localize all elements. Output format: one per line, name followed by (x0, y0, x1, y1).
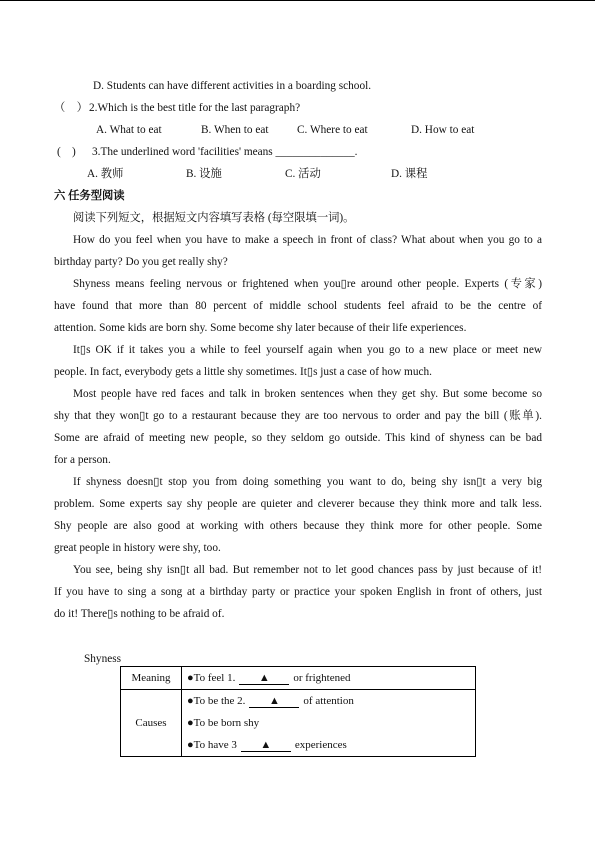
cause-row-1-tail: of attention (303, 695, 354, 707)
q2-stem: 2.Which is the best title for the last paragraph? (89, 102, 301, 114)
blank-1[interactable]: ▲ (239, 673, 289, 685)
passage-line: Some are afraid of meeting new people, so they seldom go outside. This kind of shyness can be bad (54, 432, 542, 444)
q3-option-b: B. 设施 (186, 168, 222, 180)
passage-line: If you have to sing a song at a birthday party or practice your spoken English in front of others, just (54, 586, 542, 598)
passage-line: How do you feel when you have to make a speech in front of class? What about when you go to a (73, 234, 542, 246)
passage-line: You see, being shy isn▯t all bad. But remember not to let good chances pass by just because of it! (73, 564, 542, 576)
meaning-row (121, 667, 476, 690)
passage-line: have found that more than 80 percent of middle school students feel afraid to be the centre of (54, 300, 542, 312)
passage-line: Shyness means feeling nervous or frightened when you▯re around other people. Experts (专家) (73, 278, 542, 290)
section-instruction: 阅读下列短文，根据短文内容填写表格 (每空限填一词)。 (73, 212, 355, 224)
section-title: 六 任务型阅读 (54, 190, 125, 202)
passage-line: birthday party? Do you get really shy? (54, 256, 228, 268)
passage-line: problem. Some experts say shy people are quieter and cleverer because they think more and talk less. (54, 498, 542, 510)
q3-option-a: A. 教师 (87, 168, 124, 180)
passage-line: It▯s OK if it takes you a while to feel yourself again when you go to a new place or meet new (73, 344, 542, 356)
blank-2[interactable]: ▲ (249, 696, 299, 708)
meaning-cell (182, 667, 476, 690)
q3-stem: 3.The underlined word 'facilities' means ______________. (92, 146, 358, 158)
passage-line: If shyness doesn▯t stop you from doing something you want to do, being shy isn▯t a very big (73, 476, 542, 488)
q1-option-d: D. Students can have different activities in a boarding school. (93, 80, 372, 92)
q2-option-c: C. Where to eat (297, 124, 368, 136)
q2-option-d: D. How to eat (411, 124, 475, 136)
meaning-row-tail: or frightened (293, 672, 351, 684)
meaning-label: Meaning (121, 667, 182, 690)
q2-option-a: A. What to eat (96, 124, 162, 136)
causes-label: Causes (121, 690, 182, 757)
causes-cell (182, 690, 476, 757)
cause-row-3-text: ●To have 3 (187, 739, 237, 751)
blank-3[interactable]: ▲ (241, 740, 291, 752)
q2-option-b: B. When to eat (201, 124, 269, 136)
causes-row (121, 690, 476, 757)
passage-line: shy that they won▯t go to a restaurant because they are too nervous to order and pay the bill (账单). (54, 410, 542, 422)
passage-line: people. In fact, everybody gets a little shy sometimes. It▯s just a case of how much. (54, 366, 432, 378)
q3-answer-paren: ( ) (57, 146, 76, 158)
table-caption: Shyness (84, 653, 122, 665)
cause-row-1-text: ●To be the 2. (187, 695, 246, 707)
q3-option-d: D. 课程 (391, 168, 428, 180)
meaning-row-text: ●To feel 1. (187, 672, 236, 684)
passage-line: Most people have red faces and talk in broken sentences when they get shy. But some become so (73, 388, 542, 400)
passage-line: Shy people are also good at working with others because they think more for other people. Some (54, 520, 542, 532)
shyness-table (120, 666, 476, 757)
cause-row-3-tail: experiences (294, 739, 347, 751)
passage-line: great people in history were shy, too. (54, 542, 221, 554)
cause-row-2-text: ●To be born shy (187, 717, 260, 729)
passage-line: for a person. (54, 454, 111, 466)
passage-line: attention. Some kids are born shy. Some become shy later because of their life experiences. (54, 322, 467, 334)
passage-line: do it! There▯s nothing to be afraid of. (54, 608, 225, 620)
page-top-rule (0, 0, 595, 1)
q3-option-c: C. 活动 (285, 168, 321, 180)
q2-answer-paren: （ ） (54, 102, 88, 114)
